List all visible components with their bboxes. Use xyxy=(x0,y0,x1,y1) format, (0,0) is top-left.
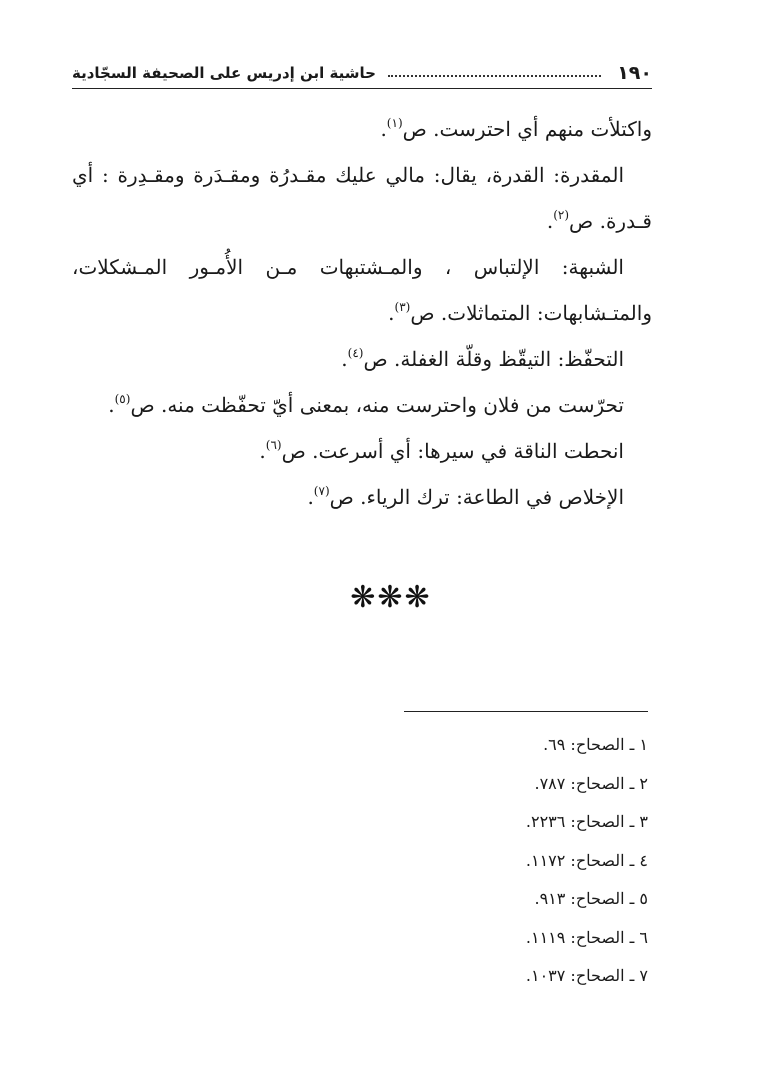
header-leader-dots xyxy=(388,75,601,77)
running-title: حاشية ابن إدريس على الصحيفة السجّادية xyxy=(72,64,376,82)
footnote-ref: (٢) xyxy=(553,208,570,222)
footnote: ٧ ـ الصحاح: ١٠٣٧. xyxy=(525,966,648,985)
footnote-ref: (٧) xyxy=(313,484,330,498)
footnote: ١ ـ الصحاح: ٦٩. xyxy=(543,735,648,754)
footnote: ٢ ـ الصحاح: ٧٨٧. xyxy=(534,773,648,793)
section-ornament: ❋❋❋ xyxy=(350,580,432,615)
footnotes xyxy=(350,726,648,996)
footnote-ref: (٤) xyxy=(347,346,364,360)
paragraph-text: انحطت الناقة في سيرها: أي أسرعت. ص xyxy=(281,439,624,463)
paragraph-end: . xyxy=(341,347,348,371)
paragraph-text: المقدرة: القدرة، يقال: مالي عليك مقـدرُة ومقـدَرة ومقـدِرة : أي قـدرة. ص xyxy=(72,163,652,233)
footnote-ref: (٦) xyxy=(265,438,282,452)
main-text xyxy=(72,106,652,520)
paragraph xyxy=(72,428,652,474)
paragraph-end: . xyxy=(380,117,387,141)
paragraph-end: . xyxy=(307,485,314,509)
paragraph-text: الإخلاص في الطاعة: ترك الرياء. ص xyxy=(329,485,624,509)
footnote-ref: (٣) xyxy=(394,300,411,314)
footnote: ٤ ـ الصحاح: ١١٧٢. xyxy=(525,850,648,870)
footnote-separator xyxy=(404,711,648,712)
footnote-ref: (٥) xyxy=(114,392,131,406)
footnote-ref: (١) xyxy=(386,116,403,130)
paragraph xyxy=(72,106,652,152)
paragraph-text: الشبهة: الإلتباس ، والمـشتبهات مـن الأُمـور المـشكلات، والمتـشابهات: المتماثلات. ص xyxy=(72,255,652,325)
paragraph-text: التحفّظ: التيقّظ وقلّة الغفلة. ص xyxy=(363,347,624,371)
running-header xyxy=(72,58,652,88)
paragraph xyxy=(72,474,652,520)
footnote: ٣ ـ الصحاح: ٢٢٣٦. xyxy=(525,812,648,831)
header-rule xyxy=(72,88,652,89)
paragraph xyxy=(72,152,652,244)
paragraph xyxy=(72,382,652,428)
paragraph-text: واكتلأت منهم أي احترست. ص xyxy=(402,117,652,141)
paragraph xyxy=(72,244,652,336)
paragraph-text: تحرّست من فلان واحترست منه، بمعنى أيّ تحفّظت منه. ص xyxy=(130,393,624,417)
page-number: ١٩٠ xyxy=(617,62,652,84)
footnote: ٥ ـ الصحاح: ٩١٣. xyxy=(534,889,648,908)
paragraph-end: . xyxy=(108,393,115,417)
paragraph-end: . xyxy=(546,209,554,233)
footnote: ٦ ـ الصحاح: ١١١٩. xyxy=(525,927,648,947)
paragraph xyxy=(72,336,652,382)
paragraph-end: . xyxy=(388,301,395,325)
paragraph-end: . xyxy=(259,439,266,463)
